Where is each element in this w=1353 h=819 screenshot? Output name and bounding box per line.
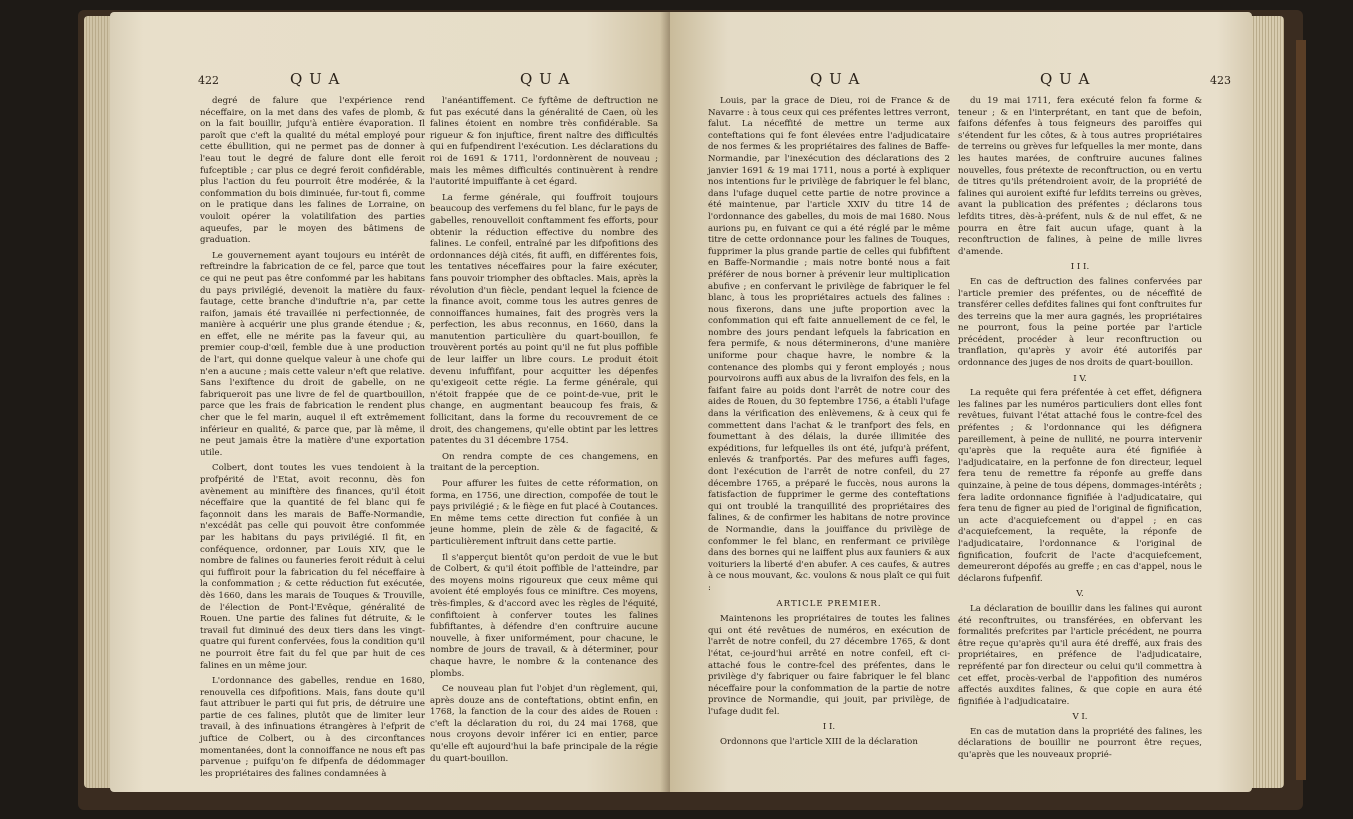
article-number: I V. [1073, 373, 1087, 384]
paragraph: En cas de mutation dans la propriété des falines, les déclarations de bouillir ne pourront être reçues, qu'après que les nouveaux proprié- [958, 726, 1202, 761]
text-column-1 [200, 96, 425, 784]
text-column-1 [708, 96, 950, 753]
running-head: Q U A [520, 70, 571, 88]
book-strap [1296, 40, 1306, 780]
paragraph: En cas de deftruction des falines confervées par l'article premier des préfentes, ou de néceffité de transférer celles defdites falines qui font conftruites fur des terreins que la mer aura gagnés, les propriétaires ne pourront, fous la peine portée par l'article précédent, procéder à leur reconftruction ou tranflation, qu'après y avoir été autorifés par ordonnance des juges de nos droits de quart-bouillon. [958, 276, 1202, 369]
article-number: I I. [822, 722, 836, 733]
paragraph: Maintenons les propriétaires de toutes les falines qui ont été revêtues de numéros, en exécution de l'arrêt de notre confeil, du 27 décembre 1765, & dont l'état, ce-jourd'hui arrêté en notre confeil, eft ci-attaché fous le contre-fcel des préfentes, dans le privilège d'y fabriquer ou faire fabriquer le fel blanc néceffaire pour la confommation de la partie de notre province de Normandie, qui jouit, par privilège, de l'ufage dudit fel. [708, 614, 950, 717]
running-head: Q U A [290, 70, 341, 88]
paragraph: du 19 mai 1711, fera exécuté felon fa forme & teneur ; & en l'interprétant, en tant que de befoin, faifons défenfes à tous feigneurs des paroiffes qui s'étendent fur les côtes, & à tous autres propriétaires de terreins ou grèves fur lefquelles la mer monte, dans les hautes marées, de conftruire aucunes falines nouvelles, fous prétexte de reconftruction, ou en vertu de titres qu'ils prétendroient avoir, de la propriété de falines qui auroient exifté fur lefdits terreins ou grèves, avant la publication des préfentes ; déclarons tous lefdits titres, dès-à-préfent, nuls & de nul effet, & ne pourra en être fait aucun ufage, quant à la reconftruction de falines, à peine de mille livres d'amende. [958, 96, 1202, 257]
paragraph: degré de falure que l'expérience rend néceffaire, on la met dans des vafes de plomb, & on la fait bouillir, jufqu'à entière évaporation. Il paroît que c'eft la qualité du métal employé pour cette ébullition, qui ne permet pas de donner à l'eau tout le degré de falure dont elle feroit fufceptible ; car plus ce degré feroit confidérable, plus l'action du feu pourroit être modérée, & la confommation du bois diminuée, fur-tout fi, comme on le pratique dans les falines de Lorraine, on vouloit opérer la volatilifation des parties aqueufes, par le moyen des bâtimens de graduation. [200, 96, 425, 246]
right-page [670, 12, 1252, 792]
paragraph: L'ordonnance des gabelles, rendue en 1680, renouvella ces difpofitions. Mais, fans doute qu'il faut attribuer le parti qui fut pris, de détruire une partie de ces falines, plutôt que de limiter leur travail, à des infinuations étrangères à l'efprit de juftice de Colbert, ou à des circonftances momentanées, dont la connoiffance ne nous eft pas parvenue ; puifqu'on fe difpenfa de dédommager les propriétaires des falines condamnées à [200, 676, 425, 779]
article-heading: ARTICLE PREMIER. [776, 598, 882, 609]
running-head: Q U A [1040, 70, 1091, 88]
left-page-edges [84, 16, 112, 788]
paragraph: Le gouvernement ayant toujours eu intérêt de reftreindre la fabrication de ce fel, parce que tout ce qui ne peut pas être confommé par les habitans du pays privilégié, devenoit la matière du faux-fautage, cette branche d'induftrie n'a, par cette raifon, jamais été travaillée ni perfectionnée, de manière à acquérir une plus grande étendue ; &, en effet, elle ne mérite pas la faveur qui, au premier coup-d'œil, femble due à une production de l'art, qui donne quelque valeur à une chofe qui n'en a aucune ; mais cette valeur n'eft que relative. Sans l'exiftence du droit de gabelle, on ne fabriqueroit pas une livre de fel de quartbouillon, parce que les frais de fabrication le rendent plus cher que le fel marin, auquel il eft extrêmement inférieur en qualité, & parce que, par là même, il ne peut jamais être la matière d'une exportation utile. [200, 250, 425, 458]
article-number: V. [1076, 589, 1084, 600]
paragraph: Ce nouveau plan fut l'objet d'un règlement, qui, après douze ans de conteftations, obtint enfin, en 1768, la fanction de la cour des aides de Rouen : c'eft la déclaration du roi, du 24 mai 1768, que nous croyons devoir inférer ici en entier, parce qu'elle eft aujourd'hui la bafe principale de la régie du quart-bouillon. [430, 684, 658, 764]
paragraph: La déclaration de bouillir dans les falines qui auront été reconftruites, ou transférées, en obfervant les formalités prefcrites par l'article précédent, ne pourra être reçue qu'après qu'il aura été dreffé, aux frais des propriétaires, en préfence de l'adjudicataire, repréfenté par fon directeur ou celui qu'il commettra à cet effet, procès-verbal de l'appofition des numéros affectés auxdites falines, & que copie en aura été fignifiée à l'adjudicataire. [958, 603, 1202, 707]
article-number: V I. [1072, 712, 1088, 723]
paragraph: La requête qui fera préfentée à cet effet, défignera les falines par les numéros particuliers dont elles font revêtues, fuivant l'état attaché fous le contre-fcel des préfentes ; & l'ordonnance qui les défignera pareillement, à peine de nullité, ne pourra intervenir qu'après que la requête aura été fignifiée à l'adjudicataire, en la perfonne de fon directeur, lequel fera tenu de remettre fa réponfe au greffe dans quinzaine, à peine de tous dépens, dommages-intérêts ; fera ladite ordonnance fignifiée à l'adjudicataire, qui fera tenu de figner au pied de l'original de fignification, un acte d'acquiefcement ou d'appel ; en cas d'acquiefcement, la requête, la réponfe de l'adjudicataire, l'ordonnance & l'original de fignification, foufcrit de l'acte d'acquiefcement, demeureront dépofés au greffe ; en cas d'appel, nous le déclarons fufpenfif. [958, 388, 1202, 584]
right-page-edges [1250, 16, 1284, 788]
paragraph: Louis, par la grace de Dieu, roi de France & de Navarre : à tous ceux qui ces préfentes lettres verront, falut. La néceffité de mettre un terme aux conteftations qui fe font élevées entre l'adjudicataire de nos fermes & les propriétaires des falines de Baffe-Normandie, par l'inexécution des déclarations des 2 janvier 1691 & 19 mai 1711, nous a porté à expliquer nos intentions fur le privilège de fabriquer le fel blanc, dans l'ufage duquel cette partie de notre province a été maintenue, par l'article XXIV du titre 14 de l'ordonnance des gabelles, du mois de mai 1680. Nous aurions pu, en fuivant ce qui a été réglé par le même titre de cette ordonnance pour les falines de Touques, fupprimer la plus grande partie de celles qui fubfiftent en Baffe-Normandie ; mais notre bonté nous a fait préférer de nous borner à prévenir leur multiplication abufive ; en confervant le privilège de fabriquer le fel blanc, à tous les propriétaires actuels des falines : nous fixerons, dans une jufte proportion avec la confommation qui eft faite annuellement de ce fel, le nombre des jours pendant lefquels la fabrication en fera permife, & nous déterminerons, d'une manière uniforme pour chaque havre, le nombre & la contenance des plombs qui y feront employés ; nous pourvoirons auffi aux abus de la livraifon des fels, en la faifant faire au poids dont l'arrêt de notre cour des aides de Rouen, du 30 feptembre 1756, a établi l'ufage dans la vérification des enlèvemens, & à ceux qui fe commettent dans l'achat & le tranfport des fels, en foumettant à des délais, la durée illimitée des expéditions, fur lefquelles ils ont été, jufqu'à préfent, enlevés & tranfportés. Par des mefures auffi fages, dont l'exécution de l'arrêt de notre confeil, du 27 décembre 1765, a préparé le fuccès, nous aurons la fatisfaction de fupprimer le germe des conteftations qui ont troublé la tranquillité des propriétaires des falines, & de confirmer les habitans de notre province de Normandie, dans la jouiffance du privilège de confommer le fel blanc, en renfermant ce privilège dans des bornes qui ne laiffent plus aux fauniers & aux voituriers la liberté d'en abufer. A ces caufes, & autres à ce nous mouvant, &c. voulons & nous plaît ce qui fuit : [708, 96, 950, 593]
paragraph: Ordonnons que l'article XIII de la déclaration [720, 737, 918, 748]
paragraph: Pour affurer les fuites de cette réformation, on forma, en 1756, une direction, compofée de tout le pays privilégié ; & le fiège en fut placé à Coutances. En même tems cette direction fut confiée à un jeune homme, plein de zèle & de fagacité, & particulièrement inftruit dans cette partie. [430, 479, 658, 547]
page-number: 422 [198, 74, 219, 87]
page-number: 423 [1210, 74, 1231, 87]
text-column-2 [958, 96, 1202, 766]
paragraph: Il s'apperçut bientôt qu'on perdoit de vue le but de Colbert, & qu'il étoit poffible de l'atteindre, par des moyens moins rigoureux que ceux même qui avoient été employés fous ce miniftre. Ces moyens, très-fimples, & d'accord avec les règles de l'équité, confiftoient à conferver toutes les falines fubfiftantes, à défendre d'en conftruire aucune nouvelle, à fixer uniformément, pour chacune, le nombre de jours de travail, & à déterminer, pour chaque havre, le nombre & la contenance des plombs. [430, 552, 658, 679]
paragraph: La ferme générale, qui fouffroit toujours beaucoup des verfemens du fel blanc, fur le pays de gabelles, renouvelloit conftamment fes efforts, pour obtenir la réduction effective du nombre des falines. Le confeil, entraîné par les difpofitions des ordonnances déjà cités, fit auffi, en différentes fois, les tentatives néceffaires pour la faire exécuter, fans pouvoir triompher des obftacles. Mais, après la révolution d'un fiècle, pendant lequel la fcience de la finance avoit, comme tous les autres genres de connoiffances humaines, fait des progrès vers la perfection, les abus reconnus, en 1660, dans la manutention particulière du quart-bouillon, fe trouvèrent portés au point qu'il ne fut plus poffible de leur laiffer un libre cours. Le produit étoit devenu infuffifant, pour acquitter les dépenfes qu'exigeoit cette régie. La ferme générale, qui n'étoit frappée que de ce point-de-vue, prit le change, en augmentant beaucoup fes frais, & follicitant, dans la forme du recouvrement de ce droit, des changemens, qu'elle obtint par les lettres patentes du 31 décembre 1754. [430, 192, 658, 447]
paragraph: Colbert, dont toutes les vues tendoient à la profpérité de l'Etat, avoit reconnu, dès fon avènement au miniftère des finances, qu'il étoit néceffaire que la quantité de fel blanc qui fe façonnoit dans les marais de Baffe-Normandie, n'excédât pas celle qui pouvoit être confommée par les habitans du pays privilégié. Il fit, en conféquence, ordonner, par Louis XIV, que le nombre de falines ou fauneries feroit réduit à celui qui fuffiroit pour la fabrication du fel néceffaire à la confommation ; & cette réduction fut exécutée, dès 1660, dans les marais de Touques & Trouville, de l'élection de Pont-l'Evêque, généralité de Rouen. Une partie des falines fut détruite, & le travail fut diminué des deux tiers dans les vingt-quatre qui furent confervées, fous la condition qu'il ne pourroit être fait du fel que par huit de ces falines en un même jour. [200, 463, 425, 671]
paragraph: On rendra compte de ces changemens, en traitant de la perception. [430, 451, 658, 474]
text-column-2 [430, 96, 658, 769]
running-head: Q U A [810, 70, 861, 88]
article-number: I I I. [1070, 262, 1090, 273]
paragraph: l'anéantiffement. Ce fyftême de deftruction ne fut pas exécuté dans la généralité de Caen, où les falines étoient en nombre très confidérable. Sa rigueur & fon injuftice, firent naître des difficultés qui en fufpendirent l'exécution. Les déclarations du roi de 1691 & 1711, l'ordonnèrent de nouveau ; mais les mêmes difficultés continuèrent à rendre l'autorité impuiffante à cet égard. [430, 96, 658, 188]
left-page [110, 12, 670, 792]
